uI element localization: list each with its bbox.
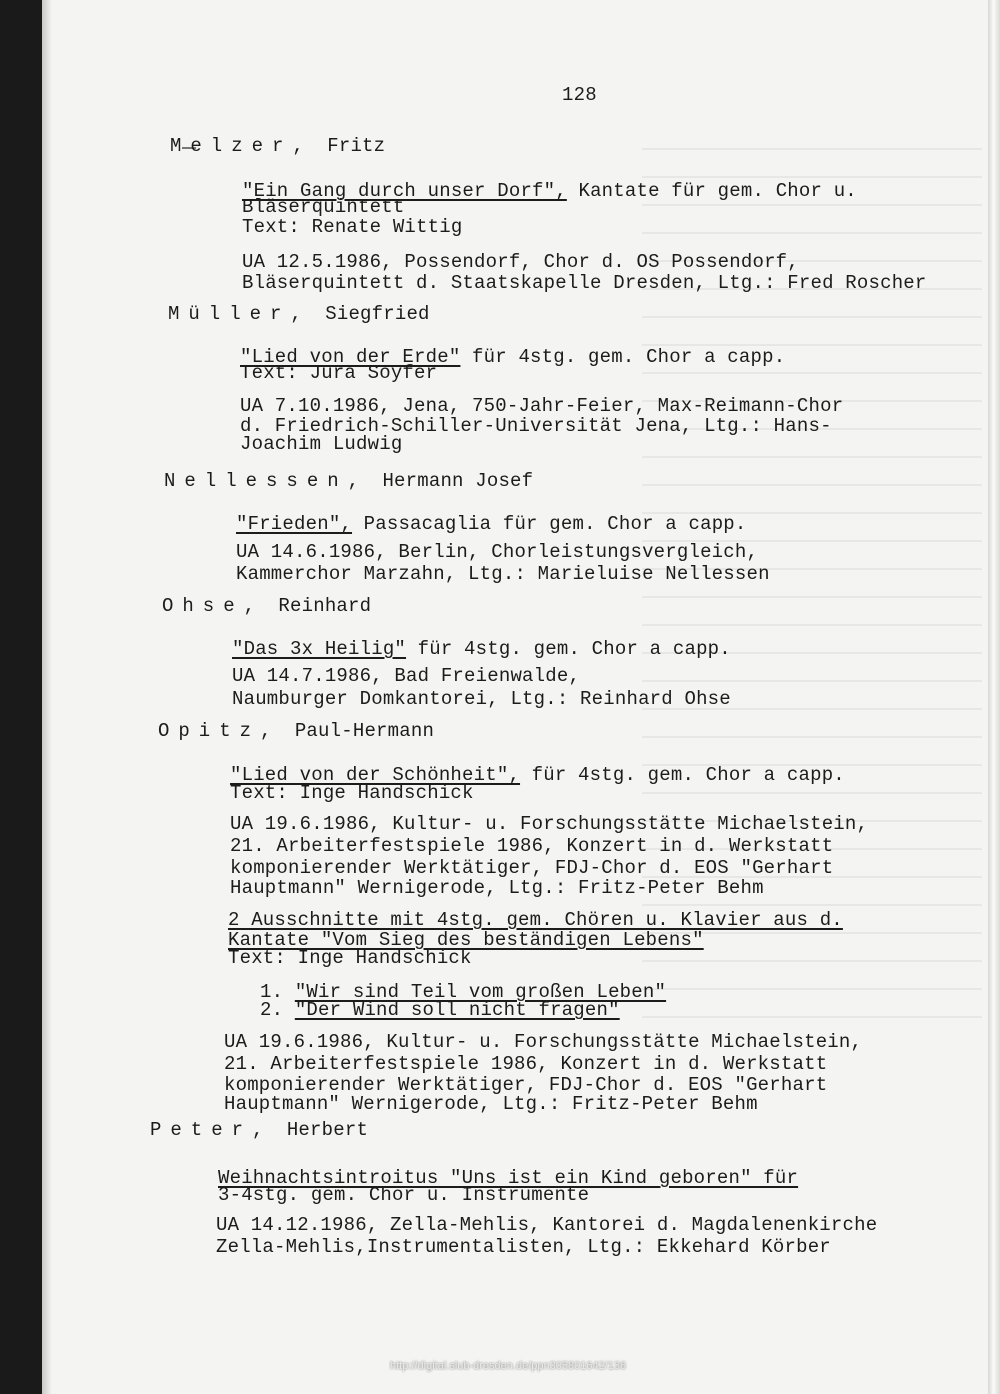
work-title: "Lied von der Schönheit", bbox=[230, 764, 521, 786]
text-author: Text: Renate Wittig bbox=[242, 216, 463, 238]
premiere-line: UA 14.6.1986, Berlin, Chorleistungsvergleich, bbox=[236, 541, 759, 563]
premiere-line: d. Friedrich-Schiller-Universität Jena, Ltg.: Hans- bbox=[240, 415, 832, 437]
composer-heading: Opitz, Paul-Hermann bbox=[158, 720, 435, 742]
work-title: Weihnachtsintroitus "Uns ist ein Kind geboren" für bbox=[218, 1167, 799, 1189]
work-title: "Das 3x Heilig" bbox=[232, 638, 407, 660]
work-description: für 4stg. gem. Chor a capp. bbox=[460, 346, 786, 368]
movement-number: 2. bbox=[260, 999, 284, 1021]
composer-first-name: Hermann Josef bbox=[382, 470, 534, 492]
composer-last-name: Ohse bbox=[162, 595, 244, 617]
composer-first-name: Paul-Hermann bbox=[294, 720, 435, 742]
work-title: "Frieden", bbox=[236, 513, 353, 535]
work-description-cont: Bläserquintett bbox=[242, 196, 405, 218]
document-page bbox=[42, 0, 988, 1394]
work-title-line bbox=[236, 513, 747, 535]
composer-last-name: Peter bbox=[150, 1119, 253, 1141]
text-author: Text: Jura Soyfer bbox=[240, 362, 438, 384]
premiere-line: 21. Arbeiterfestspiele 1986, Konzert in d. Werkstatt bbox=[224, 1053, 828, 1075]
work-title: Kantate "Vom Sieg des beständigen Lebens" bbox=[228, 929, 704, 951]
composer-last-name: Nellessen bbox=[164, 470, 348, 492]
composer-heading: Peter, Herbert bbox=[150, 1119, 369, 1141]
premiere-line: 21. Arbeiterfestspiele 1986, Konzert in d. Werkstatt bbox=[230, 835, 834, 857]
movement-title: "Wir sind Teil vom großen Leben" bbox=[294, 981, 667, 1003]
premiere-line: UA 12.5.1986, Possendorf, Chor d. OS Possendorf, bbox=[242, 251, 799, 273]
work-description: 3-4stg. gem. Chor u. Instrumente bbox=[218, 1184, 590, 1206]
composer-first-name: Siegfried bbox=[325, 303, 430, 325]
work-title: "Ein Gang durch unser Dorf", bbox=[242, 180, 567, 202]
composer-last-name: Melzer bbox=[170, 135, 293, 157]
premiere-line: UA 7.10.1986, Jena, 750-Jahr-Feier, Max-Reimann-Chor bbox=[240, 395, 844, 417]
page-gutter-shadow bbox=[42, 0, 52, 1394]
movement-title: "Der Wind soll nicht fragen" bbox=[294, 999, 620, 1021]
work-title: 2 Ausschnitte mit 4stg. gem. Chören u. Klavier aus d. bbox=[228, 909, 843, 931]
premiere-line: UA 14.7.1986, Bad Freienwalde, bbox=[232, 665, 581, 687]
page-number: 128 bbox=[562, 84, 597, 106]
premiere-line: Bläserquintett d. Staatskapelle Dresden, Ltg.: Fred Roscher bbox=[242, 272, 927, 294]
composer-heading: Melzer, Fritz bbox=[170, 135, 386, 157]
movement-item bbox=[260, 999, 620, 1021]
page-edge bbox=[988, 0, 1000, 1394]
premiere-line: UA 19.6.1986, Kultur- u. Forschungsstätte Michaelstein, bbox=[230, 813, 869, 835]
composer-last-name: Müller bbox=[168, 303, 291, 325]
premiere-line: Hauptmann" Wernigerode, Ltg.: Fritz-Peter Behm bbox=[224, 1093, 758, 1115]
work-description: für 4stg. gem. Chor a capp. bbox=[406, 638, 731, 660]
composer-heading: Müller, Siegfried bbox=[168, 303, 430, 325]
premiere-line: UA 19.6.1986, Kultur- u. Forschungsstätte Michaelstein, bbox=[224, 1031, 863, 1053]
text-author: Text: Inge Handschick bbox=[230, 782, 474, 804]
composer-first-name: Fritz bbox=[327, 135, 386, 157]
text-author: Text: Inge Handschick bbox=[228, 947, 472, 969]
composer-first-name: Herbert bbox=[286, 1119, 369, 1141]
premiere-line: komponierender Werktätiger, FDJ-Chor d. EOS "Gerhart bbox=[224, 1074, 828, 1096]
composer-heading: Ohse, Reinhard bbox=[162, 595, 372, 617]
premiere-line: Zella-Mehlis,Instrumentalisten, Ltg.: Ekkehard Körber bbox=[216, 1236, 831, 1258]
composer-first-name: Reinhard bbox=[278, 595, 372, 617]
premiere-line: Joachim Ludwig bbox=[240, 433, 403, 455]
composer-heading: Nellessen, Hermann Josef bbox=[164, 470, 534, 492]
work-title: "Lied von der Erde" bbox=[240, 346, 461, 368]
work-description: Passacaglia für gem. Chor a capp. bbox=[352, 513, 747, 535]
movement-number: 1. bbox=[260, 981, 284, 1003]
work-description: Kantate für gem. Chor u. bbox=[566, 180, 857, 202]
work-description: für 4stg. gem. Chor a capp. bbox=[520, 764, 845, 786]
premiere-line: UA 14.12.1986, Zella-Mehlis, Kantorei d. Magdalenenkirche bbox=[216, 1214, 878, 1236]
composer-last-name: Opitz bbox=[158, 720, 261, 742]
work-title-line bbox=[232, 638, 731, 660]
premiere-line: komponierender Werktätiger, FDJ-Chor d. EOS "Gerhart bbox=[230, 857, 834, 879]
premiere-line: Hauptmann" Wernigerode, Ltg.: Fritz-Peter Behm bbox=[230, 877, 764, 899]
premiere-line: Naumburger Domkantorei, Ltg.: Reinhard Ohse bbox=[232, 688, 731, 710]
source-url-watermark: http://digital.slub-dresden.de/ppn305801642/136 bbox=[390, 1360, 627, 1372]
premiere-line: Kammerchor Marzahn, Ltg.: Marieluise Nellessen bbox=[236, 563, 770, 585]
